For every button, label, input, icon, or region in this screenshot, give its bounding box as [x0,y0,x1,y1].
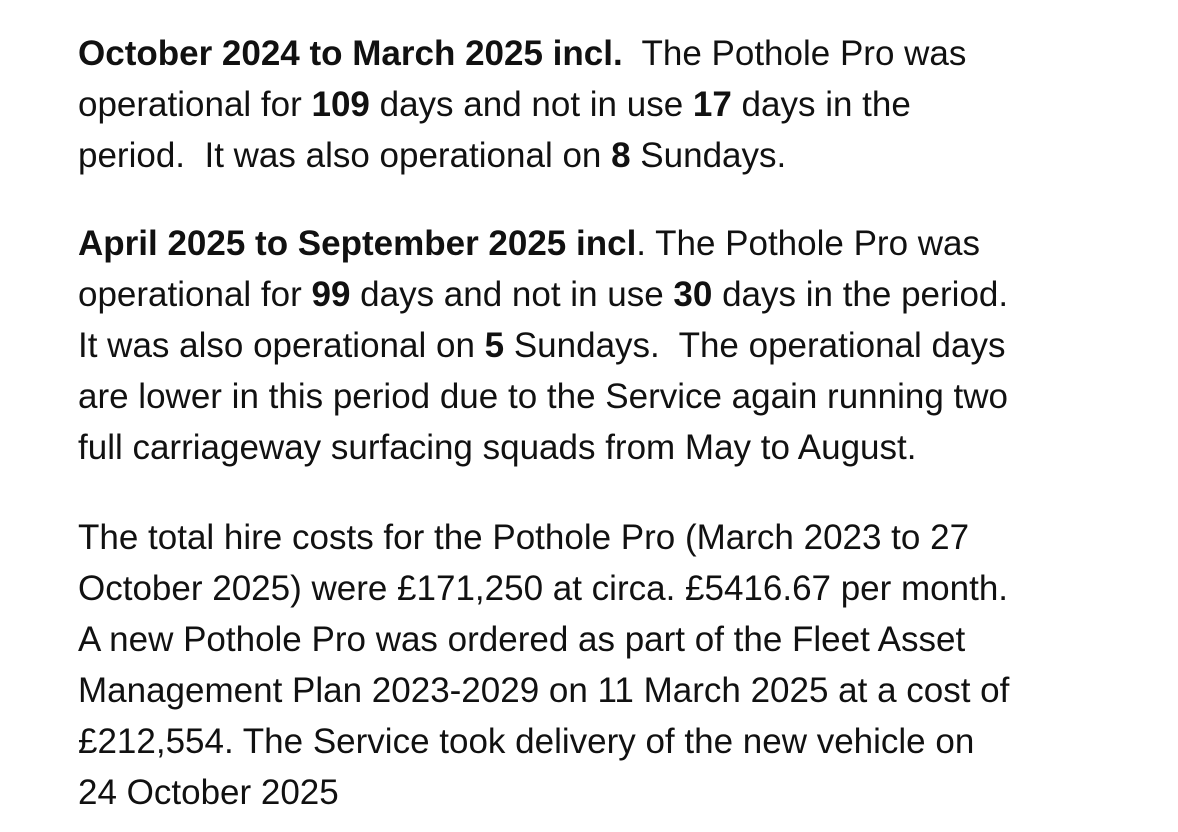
line [78,377,1008,416]
sundays-value: 5 [484,326,505,365]
text-run: The total hire costs for the Pothole Pro (March 2023 to 27 [78,518,970,557]
operational-days-value: 109 [311,85,370,124]
line [78,620,965,659]
line [78,428,916,467]
line [78,136,786,175]
text-run: operational for [78,85,312,124]
line [78,326,1005,365]
line [78,85,911,124]
text-run: operational for [78,275,312,314]
paragraph-oct-mar [78,28,1158,181]
text-run: period. It was also operational on [78,136,612,175]
text-run: are lower in this period due to the Service again running two [78,377,1008,416]
line [78,773,339,812]
sundays-value: 8 [611,136,631,175]
not-in-use-days-value: 30 [673,275,713,314]
line [78,671,1009,710]
period-heading: April 2025 to September 2025 incl [78,224,637,263]
text-run: October 2025) were £171,250 at circa. £5416.67 per month. [78,569,1009,608]
text-run: days in the period. [712,275,1009,314]
line [78,275,1008,314]
not-in-use-days-value: 17 [692,85,732,124]
text-run: £212,554. The Service took delivery of the new vehicle on [78,722,975,761]
paragraph-hire-costs [78,512,1158,818]
text-run: Sundays. [630,136,787,175]
text-run: 24 October 2025 [78,773,339,812]
line [78,34,966,73]
text-run: It was also operational on [78,326,485,365]
text-run: full carriageway surfacing squads from May to August. [78,428,917,467]
text-run: days and not in use [350,275,674,314]
text-run: days in the [731,85,911,124]
line [78,224,980,263]
operational-days-value: 99 [311,275,351,314]
line [78,518,969,557]
document-body [78,28,1158,818]
text-run: days and not in use [369,85,693,124]
text-run: Sundays. The operational days [504,326,1006,365]
paragraph-apr-sep [78,218,1158,473]
line [78,569,1008,608]
text-run: Management Plan 2023-2029 on 11 March 2025 at a cost of [78,671,1010,710]
line [78,722,974,761]
text-run: A new Pothole Pro was ordered as part of the Fleet Asset [78,620,966,659]
period-heading: October 2024 to March 2025 incl. [78,34,623,73]
text-run: The Pothole Pro was [622,34,967,73]
text-run: . The Pothole Pro was [636,224,981,263]
